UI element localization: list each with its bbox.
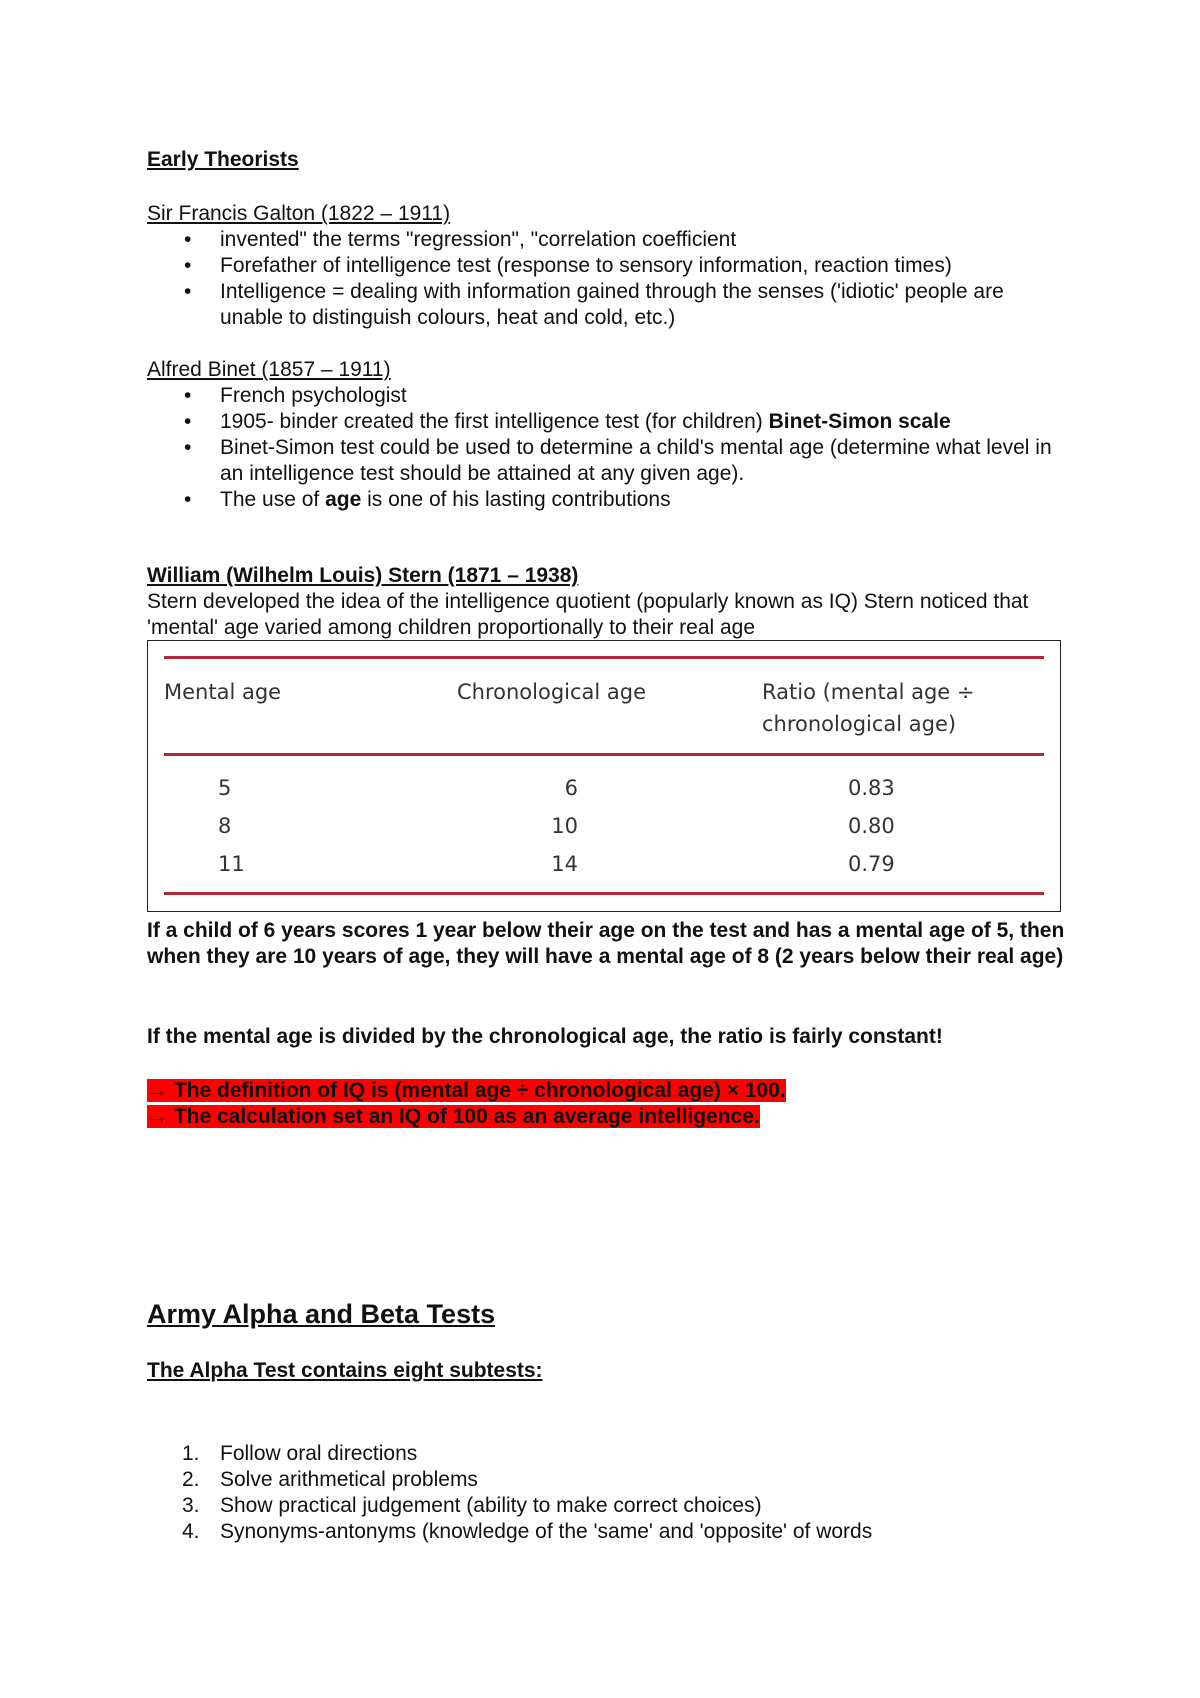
list-item: 4. Synonyms-antonyms (knowledge of the 'same' and 'opposite' of words [182,1520,873,1543]
iq-definition [147,1078,1067,1130]
alpha-subheading: The Alpha Test contains eight subtests: [147,1359,543,1382]
list-item: 1. Follow oral directions [182,1442,418,1465]
mental-age-table [147,640,1061,912]
cell-ratio: 0.83 [848,776,895,800]
iq-definition-line: → The definition of IQ is (mental age ÷ chronological age) × 100. [147,1079,786,1102]
binet-simon-scale: Binet-Simon scale [768,410,951,433]
list-item: • invented" the terms "regression", "correlation coefficient [147,227,1067,253]
list-item: • 1905- binder created the first intelligence test (for children) Binet-Simon scale [147,409,1067,435]
alpha-subtests [147,1441,1067,1545]
cell-ratio: 0.80 [848,814,895,838]
section-heading-early-theorists: Early Theorists [147,148,299,171]
list-item: • French psychologist [147,383,1067,409]
table-bottom-rule [164,892,1044,895]
cell-chronological-age: 10 [551,814,578,838]
list-item: 2. Solve arithmetical problems [182,1468,478,1491]
stern-section [147,563,1067,641]
galton-section [147,201,1067,331]
list-item: 3. Show practical judgement (ability to make correct choices) [182,1494,762,1517]
cell-mental-age: 11 [218,852,245,876]
cell-mental-age: 8 [218,814,232,838]
binet-title: Alfred Binet (1857 – 1911) [147,358,391,381]
galton-title: Sir Francis Galton (1822 – 1911) [147,202,451,225]
cell-ratio: 0.79 [848,852,895,876]
section-heading-army-tests: Army Alpha and Beta Tests [147,1299,496,1329]
ratio-note: If the mental age is divided by the chronological age, the ratio is fairly constant! [147,1025,943,1048]
example-note: If a child of 6 years scores 1 year below their age on the test and has a mental age of 5, then when they are 10 years of age, they will have a mental age of 8 (2 years below their real age) [147,919,1065,968]
table-top-rule [164,656,1044,659]
list-item: • Forefather of intelligence test (response to sensory information, reaction times) [147,253,1067,279]
header-ratio: Ratio (mental age ÷ [762,680,975,704]
galton-bullets [147,227,1067,331]
binet-bullets [147,383,1067,513]
table-header-rule [164,753,1044,756]
header-chronological-age: Chronological age [457,680,647,704]
cell-mental-age: 5 [218,776,232,800]
header-mental-age: Mental age [164,680,282,704]
header-ratio-cont: chronological age) [762,712,957,736]
list-item: • Intelligence = dealing with information gained through the senses ('idiotic' people are unable to distinguish colours, heat and cold, etc.) [147,279,1067,331]
list-item: • The use of age is one of his lasting contributions [147,487,1067,513]
iq-average-line: → The calculation set an IQ of 100 as an average intelligence. [147,1105,760,1128]
binet-section [147,357,1067,513]
stern-title: William (Wilhelm Louis) Stern (1871 – 1938) [147,564,579,587]
stern-text: Stern developed the idea of the intelligence quotient (popularly known as IQ) Stern noticed that 'mental' age varied among children proportionally to their real age [147,590,1029,639]
cell-chronological-age: 14 [551,852,578,876]
list-item: • Binet-Simon test could be used to determine a child's mental age (determine what level in an intelligence test should be attained at any given age). [147,435,1067,487]
cell-chronological-age: 6 [564,776,578,800]
